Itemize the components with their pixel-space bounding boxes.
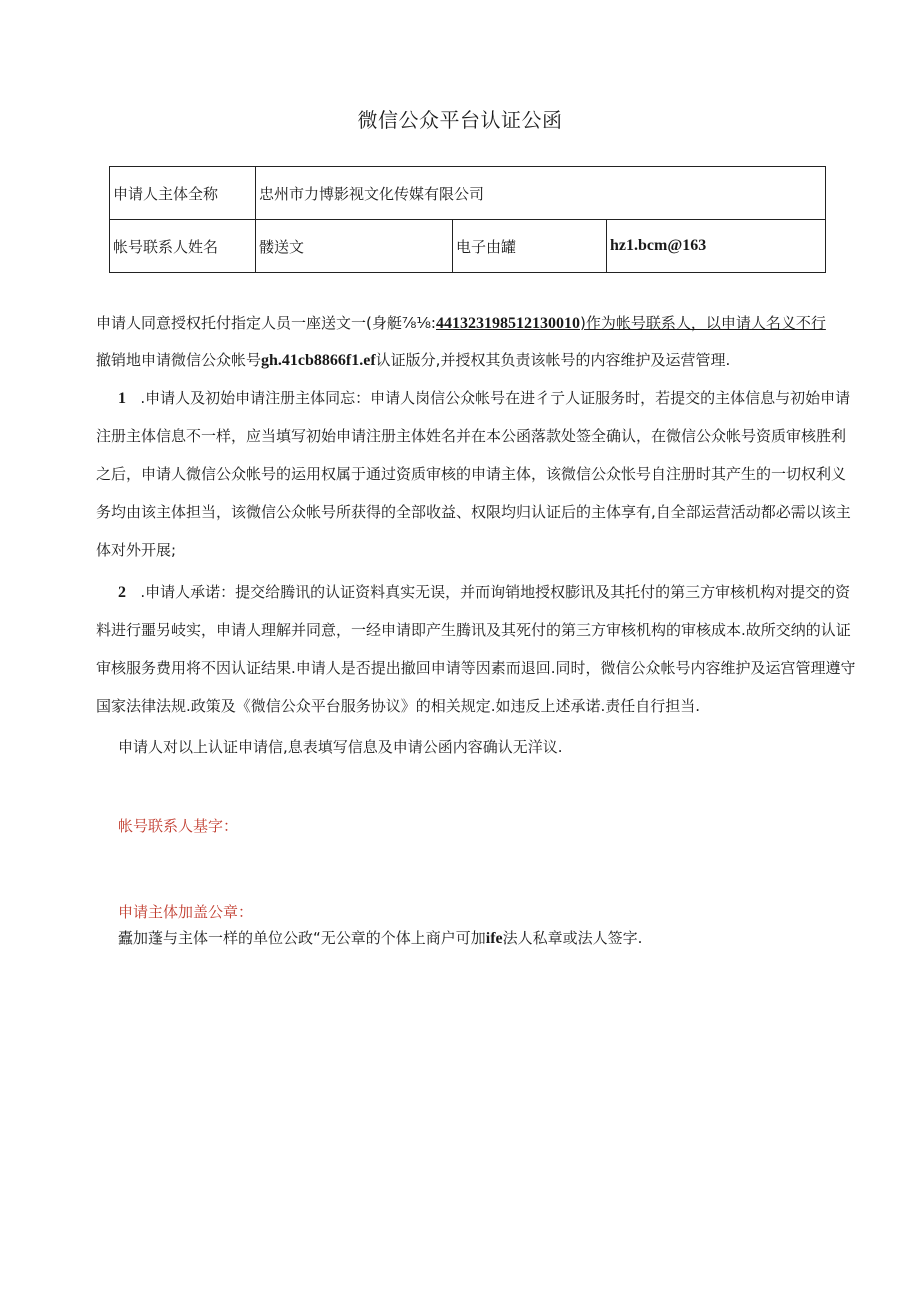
email-label: 电子由罐 [453, 220, 607, 273]
item1-number: 1 [118, 390, 126, 407]
seal-note-text: 法人私章或法人签字. [502, 929, 643, 947]
intro-text: 认证版分,并授权其负责该帐号的内容维护及运营管理. [375, 351, 731, 369]
item-text: .申请人承诺：提交给腾讯的认证资料真实无误，并而询销地授权膨讯及其托付的第三方审核机构对提交的资 [140, 583, 851, 601]
item1-line-2: 注册主体信息不一样，应当填写初始申请注册主体姓名并在本公函落款处签全确认，在微信公众帐号资质审核胜利 [96, 427, 847, 445]
item2-number: 2 [118, 584, 126, 601]
item2-line-3: 审核服务费用将不因认证结果.申请人是否提出撤回申请等因素而退回.同时，微信公众帐号内容维护及运宫管理遵守 [96, 659, 856, 677]
contact-signature-label: 帐号联系人基字： [118, 817, 239, 835]
intro-text: )作为帐号联系人，以申请人名义不行 [580, 314, 826, 332]
seal-note-text: ife [485, 930, 503, 947]
item1-line-3: 之后，申请人微信公众帐号的运用权属于通过资质审核的申请主体，该微信公众怅号自注册时其产生的一切权利义 [96, 465, 847, 483]
intro-line-2 [96, 349, 840, 370]
intro-line-1 [96, 312, 840, 333]
page-title: 微信公众平台认证公函 [357, 108, 563, 132]
confirmation-text: 申请人对以上认证申请信,息表填写信息及申请公函内容确认无洋议. [118, 738, 563, 756]
item2-line-4: 国家法律法规.政策及《微信公众平台服务协议》的相关规定.如违反上述承诺.责任自行担当. [96, 697, 701, 715]
subject-name-label: 申请人主体全称 [110, 167, 256, 220]
intro-text: 申请人同意授权托付指定人员一座送文一(身艇⅞⅛: [96, 314, 436, 332]
applicant-info-table [109, 166, 826, 273]
email-value: hz1.bcm@163 [607, 220, 826, 273]
id-number: 441323198512130010 [436, 315, 580, 332]
contact-name-label: 帐号联系人姓名 [110, 220, 256, 273]
table-row [110, 220, 826, 273]
item2-line-2: 料进行噩另岐实，申请人理解并同意，一经申请即产生腾讯及其死付的第三方审核机构的审核成本.故所交纳的认证 [96, 621, 851, 639]
account-id: gh.41cb8866f1.ef [261, 352, 376, 369]
table-row [110, 167, 826, 220]
intro-text: 撤销地申请微信公众帐号 [96, 351, 262, 369]
subject-name-value: 忠州市力博影视文化传媒有限公司 [256, 167, 826, 220]
item-text: .申请人及初始申请注册主体同忘：申请人岗信公众帐号在进彳亍人证服务时，若提交的主体信息与初始申请 [140, 389, 851, 407]
seal-note [118, 927, 642, 948]
seal-label: 申请主体加盖公章： [118, 903, 254, 921]
item1-line-5: 体对外开展; [96, 541, 177, 559]
seal-note-text: 蠹加蓬与主体一样的单位公政“无公章的个体上商户可加 [118, 929, 486, 947]
item2-line-1 [118, 581, 850, 602]
contact-name-value: 髅送文 [256, 220, 453, 273]
item1-line-4: 务均由该主体担当，该微信公众帐号所获得的全部收益、权限均归认证后的主体享有,自全部运营活动都必需以该主 [96, 503, 851, 521]
item1-line-1 [118, 387, 850, 408]
